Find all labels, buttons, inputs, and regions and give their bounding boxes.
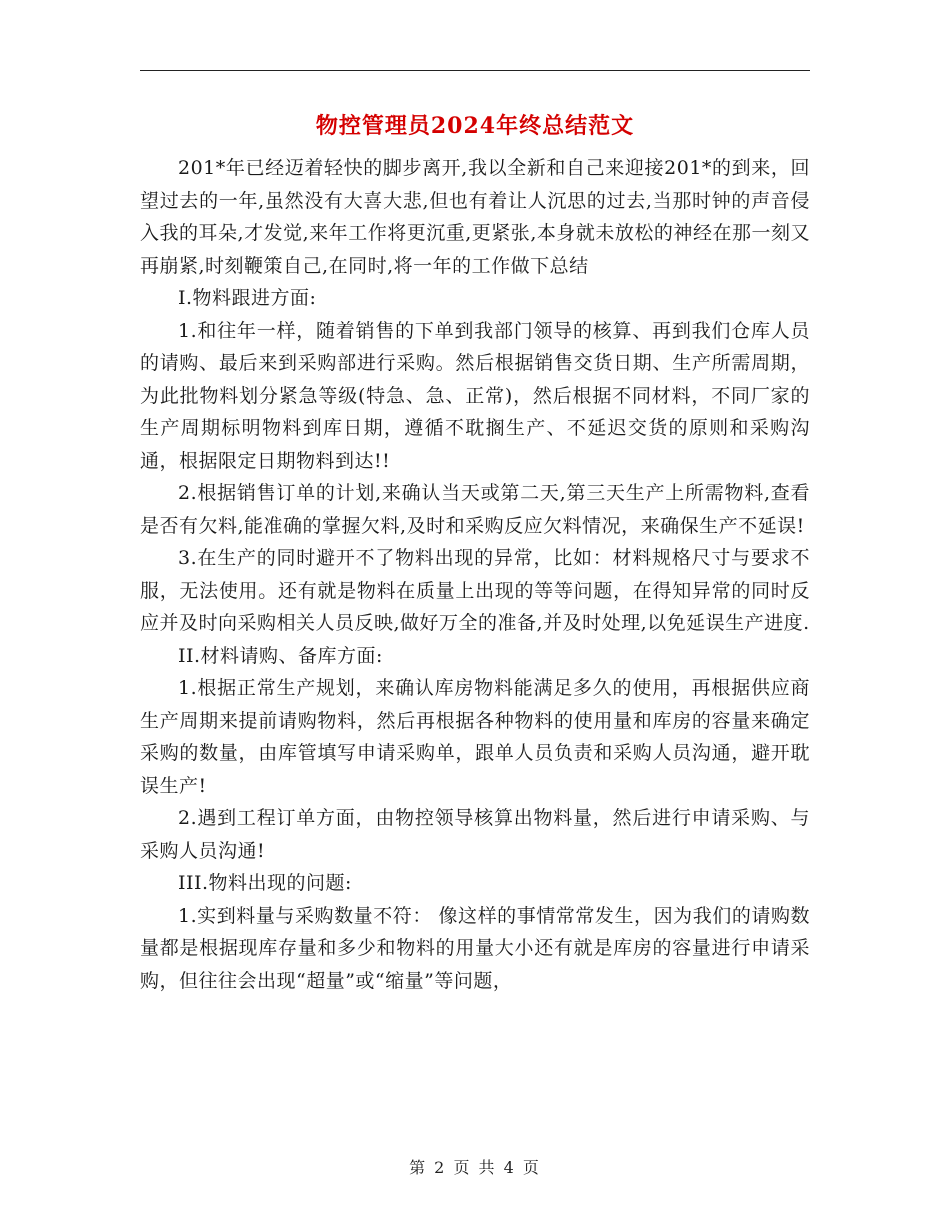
document-body — [140, 152, 810, 997]
page-number: 第 2 页 共 4 页 — [409, 1158, 541, 1177]
paragraph-1-1: 1.和往年一样，随着销售的下单到我部门领导的核算、再到我们仓库人员的请购、最后来到采购部进行采购。然后根据销售交货日期、生产所需周期，为此批物料划分紧急等级(特急、急、正常)，然后根据不同材料，不同厂家的生产周期标明物料到库日期，遵循不耽搁生产、不延迟交货的原则和采购沟通，根据限定日期物料到达!! — [140, 319, 810, 472]
paragraph-2-1: 1.根据正常生产规划，来确认库房物料能满足多久的使用，再根据供应商生产周期来提前请购物料，然后再根据各种物料的使用量和库房的容量来确定采购的数量，由库管填写申请采购单，跟单人员负责和采购人员沟通，避开耽误生产! — [140, 677, 810, 797]
section-heading-3: III.物料出现的问题: — [178, 872, 352, 894]
section-heading-1: I.物料跟进方面: — [178, 287, 317, 309]
section-heading-2: II.材料请购、备库方面: — [178, 644, 383, 667]
document-title: 物控管理员2024年终总结范文 — [315, 113, 635, 139]
paragraph-1-2: 2.根据销售订单的计划,来确认当天或第二天,第三天生产上所需物料,查看是否有欠料,能准确的掌握欠料,及时和采购反应欠料情况，来确保生产不延误! — [140, 482, 810, 537]
paragraph-intro: 201*年已经迈着轻快的脚步离开,我以全新和自己来迎接201*的到来，回望过去的一年,虽然没有大喜大悲,但也有着让人沉思的过去,当那时钟的声音侵入我的耳朵,才发觉,来年工作将更沉重,更紧张,本身就未放松的神经在那一刻又再崩紧,时刻鞭策自己,在同时,将一年的工作做下总结 — [140, 157, 810, 277]
paragraph-3-1: 1.实到料量与采购数量不符： 像这样的事情常常发生，因为我们的请购数量都是根据现库存量和多少和物料的用量大小还有就是库房的容量进行申请采购，但往往会出现“超量”或“缩量”等问题， — [140, 904, 810, 992]
header-rule — [140, 70, 810, 71]
paragraph-1-3: 3.在生产的同时避开不了物料出现的异常，比如：材料规格尺寸与要求不服，无法使用。还有就是物料在质量上出现的等等问题，在得知异常的同时反应并及时向采购相关人员反映,做好万全的准备,并及时处理,以免延误生产进度. — [140, 547, 810, 634]
paragraph-2-2: 2.遇到工程订单方面，由物控领导核算出物料量，然后进行申请采购、与采购人员沟通! — [140, 807, 810, 862]
